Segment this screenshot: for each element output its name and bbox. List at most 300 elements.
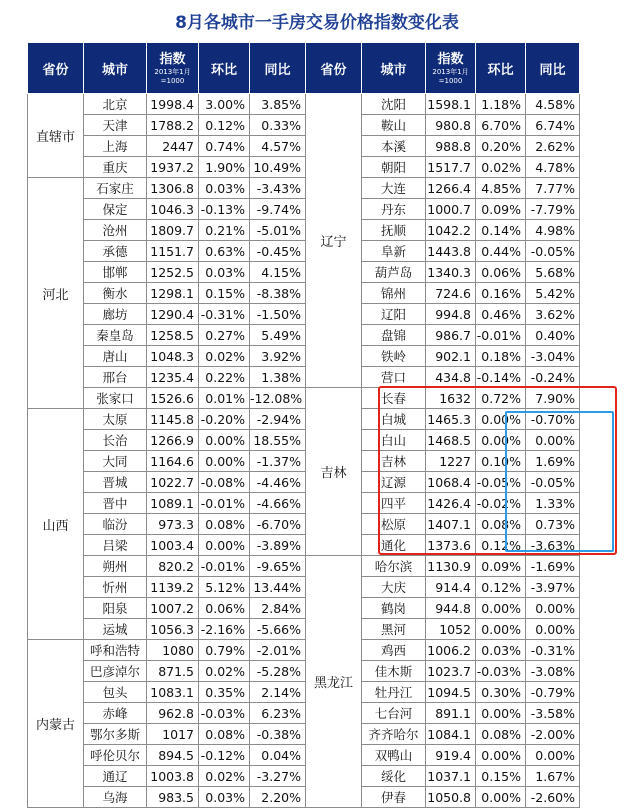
mom-cell-left: -2.16% <box>199 619 250 640</box>
index-cell-right: 988.8 <box>426 136 476 157</box>
city-cell-left: 石家庄 <box>84 178 147 199</box>
city-cell-left: 廊坊 <box>84 304 147 325</box>
city-cell-right: 营口 <box>362 367 426 388</box>
index-cell-left: 1164.6 <box>147 451 199 472</box>
yoy-cell-left: 18.55% <box>250 430 306 451</box>
yoy-cell-right: 1.33% <box>526 493 580 514</box>
yoy-cell-right: 1.69% <box>526 451 580 472</box>
yoy-cell-right: 4.78% <box>526 157 580 178</box>
index-cell-right: 919.4 <box>426 745 476 766</box>
city-cell-right: 黑河 <box>362 619 426 640</box>
index-cell-left: 1048.3 <box>147 346 199 367</box>
mom-cell-right: 0.03% <box>476 640 526 661</box>
mom-cell-left: 0.35% <box>199 682 250 703</box>
index-cell-left: 1937.2 <box>147 157 199 178</box>
yoy-cell-left: -5.01% <box>250 220 306 241</box>
index-cell-right: 1340.3 <box>426 262 476 283</box>
mom-cell-right: 0.46% <box>476 304 526 325</box>
header-row <box>28 43 634 94</box>
index-cell-right: 1465.3 <box>426 409 476 430</box>
mom-cell-left: 0.02% <box>199 661 250 682</box>
index-cell-right: 1094.5 <box>426 682 476 703</box>
index-cell-left: 1022.7 <box>147 472 199 493</box>
index-cell-left: 973.3 <box>147 514 199 535</box>
index-cell-left: 1252.5 <box>147 262 199 283</box>
mom-cell-left: 1.90% <box>199 157 250 178</box>
mom-cell-left: 0.21% <box>199 220 250 241</box>
city-cell-right: 四平 <box>362 493 426 514</box>
mom-cell-left: 0.03% <box>199 262 250 283</box>
mom-cell-left: 0.00% <box>199 535 250 556</box>
city-cell-left: 晋城 <box>84 472 147 493</box>
city-cell-left: 运城 <box>84 619 147 640</box>
city-cell-right: 阜新 <box>362 241 426 262</box>
table-row <box>28 94 634 115</box>
index-cell-right: 1006.2 <box>426 640 476 661</box>
index-cell-left: 871.5 <box>147 661 199 682</box>
city-cell-left: 张家口 <box>84 388 147 409</box>
header-index-left <box>147 43 199 94</box>
mom-cell-left: 0.12% <box>199 115 250 136</box>
mom-cell-right: 0.16% <box>476 283 526 304</box>
city-cell-right: 本溪 <box>362 136 426 157</box>
mom-cell-right: 0.09% <box>476 556 526 577</box>
index-cell-left: 1089.1 <box>147 493 199 514</box>
city-cell-left: 太原 <box>84 409 147 430</box>
mom-cell-left: 0.03% <box>199 178 250 199</box>
mom-cell-right: 0.06% <box>476 262 526 283</box>
yoy-cell-right: -0.05% <box>526 241 580 262</box>
yoy-cell-left: -3.89% <box>250 535 306 556</box>
yoy-cell-right: 6.74% <box>526 115 580 136</box>
index-cell-left: 1290.4 <box>147 304 199 325</box>
yoy-cell-left: -1.50% <box>250 304 306 325</box>
yoy-cell-right: -0.05% <box>526 472 580 493</box>
index-cell-right: 724.6 <box>426 283 476 304</box>
mom-cell-left: -0.03% <box>199 703 250 724</box>
yoy-cell-left: -2.01% <box>250 640 306 661</box>
yoy-cell-left: 0.04% <box>250 745 306 766</box>
mom-cell-right: 0.00% <box>476 409 526 430</box>
city-cell-right: 朝阳 <box>362 157 426 178</box>
yoy-cell-right: -3.04% <box>526 346 580 367</box>
mom-cell-right: 0.30% <box>476 682 526 703</box>
header-mom-left: 环比 <box>199 43 250 94</box>
index-cell-right: 902.1 <box>426 346 476 367</box>
index-cell-left: 962.8 <box>147 703 199 724</box>
index-cell-left: 1007.2 <box>147 598 199 619</box>
mom-cell-right: 6.70% <box>476 115 526 136</box>
yoy-cell-left: -3.43% <box>250 178 306 199</box>
yoy-cell-left: -0.38% <box>250 724 306 745</box>
index-cell-right: 1443.8 <box>426 241 476 262</box>
mom-cell-left: 0.00% <box>199 451 250 472</box>
yoy-cell-right: -3.08% <box>526 661 580 682</box>
city-cell-right: 牡丹江 <box>362 682 426 703</box>
index-cell-left: 1151.7 <box>147 241 199 262</box>
mom-cell-left: -0.20% <box>199 409 250 430</box>
yoy-cell-right: 3.62% <box>526 304 580 325</box>
mom-cell-right: 0.09% <box>476 199 526 220</box>
yoy-cell-left: -3.27% <box>250 766 306 787</box>
city-cell-right: 鞍山 <box>362 115 426 136</box>
yoy-cell-right: -3.97% <box>526 577 580 598</box>
city-cell-left: 邢台 <box>84 367 147 388</box>
yoy-cell-right: -0.31% <box>526 640 580 661</box>
index-cell-right: 1068.4 <box>426 472 476 493</box>
city-cell-right: 白山 <box>362 430 426 451</box>
city-cell-right: 鹤岗 <box>362 598 426 619</box>
yoy-cell-left: 3.92% <box>250 346 306 367</box>
yoy-cell-left: 6.23% <box>250 703 306 724</box>
city-cell-right: 盘锦 <box>362 325 426 346</box>
city-cell-left: 衡水 <box>84 283 147 304</box>
index-cell-right: 1084.1 <box>426 724 476 745</box>
mom-cell-left: 0.01% <box>199 388 250 409</box>
province-cell-left: 河北 <box>28 178 84 409</box>
yoy-cell-left: 1.38% <box>250 367 306 388</box>
index-cell-right: 1042.2 <box>426 220 476 241</box>
mom-cell-left: -0.01% <box>199 493 250 514</box>
yoy-cell-right: 5.42% <box>526 283 580 304</box>
mom-cell-left: 0.74% <box>199 136 250 157</box>
city-cell-right: 大连 <box>362 178 426 199</box>
city-cell-right: 葫芦岛 <box>362 262 426 283</box>
city-cell-left: 忻州 <box>84 577 147 598</box>
city-cell-right: 长春 <box>362 388 426 409</box>
index-cell-left: 1056.3 <box>147 619 199 640</box>
province-cell-left: 直辖市 <box>28 94 84 178</box>
index-cell-left: 1139.2 <box>147 577 199 598</box>
mom-cell-right: 0.08% <box>476 724 526 745</box>
price-index-table-wrap <box>27 42 616 808</box>
yoy-cell-right: -0.24% <box>526 367 580 388</box>
mom-cell-right: 0.00% <box>476 703 526 724</box>
yoy-cell-left: 4.57% <box>250 136 306 157</box>
city-cell-left: 巴彦淖尔 <box>84 661 147 682</box>
mom-cell-left: -0.13% <box>199 199 250 220</box>
city-cell-left: 邯郸 <box>84 262 147 283</box>
yoy-cell-left: -12.08% <box>250 388 306 409</box>
mom-cell-right: 0.08% <box>476 514 526 535</box>
yoy-cell-left: 2.20% <box>250 787 306 808</box>
city-cell-right: 哈尔滨 <box>362 556 426 577</box>
mom-cell-right: 0.02% <box>476 157 526 178</box>
yoy-cell-right: 7.90% <box>526 388 580 409</box>
city-cell-right: 丹东 <box>362 199 426 220</box>
mom-cell-left: 0.27% <box>199 325 250 346</box>
index-cell-right: 1037.1 <box>426 766 476 787</box>
mom-cell-left: 5.12% <box>199 577 250 598</box>
city-cell-left: 通辽 <box>84 766 147 787</box>
yoy-cell-right: 0.00% <box>526 745 580 766</box>
header-index-label: 指数 <box>159 51 186 67</box>
index-cell-right: 1050.8 <box>426 787 476 808</box>
header-index-base2: =1000 <box>160 76 185 85</box>
yoy-cell-left: -4.66% <box>250 493 306 514</box>
city-cell-left: 阳泉 <box>84 598 147 619</box>
city-cell-left: 赤峰 <box>84 703 147 724</box>
index-cell-right: 944.8 <box>426 598 476 619</box>
header-yoy-left: 同比 <box>250 43 306 94</box>
yoy-cell-right: -7.79% <box>526 199 580 220</box>
mom-cell-right: 0.00% <box>476 619 526 640</box>
mom-cell-right: -0.03% <box>476 661 526 682</box>
city-cell-left: 唐山 <box>84 346 147 367</box>
city-cell-right: 辽源 <box>362 472 426 493</box>
city-cell-right: 伊春 <box>362 787 426 808</box>
index-cell-left: 1003.4 <box>147 535 199 556</box>
mom-cell-right: -0.01% <box>476 325 526 346</box>
index-cell-right: 1266.4 <box>426 178 476 199</box>
yoy-cell-left: -9.65% <box>250 556 306 577</box>
mom-cell-right: 0.20% <box>476 136 526 157</box>
index-cell-right: 1468.5 <box>426 430 476 451</box>
index-cell-right: 1023.7 <box>426 661 476 682</box>
index-cell-right: 1052 <box>426 619 476 640</box>
mom-cell-left: 0.06% <box>199 598 250 619</box>
city-cell-left: 吕梁 <box>84 535 147 556</box>
yoy-cell-left: 2.84% <box>250 598 306 619</box>
mom-cell-left: 0.03% <box>199 787 250 808</box>
city-cell-left: 长治 <box>84 430 147 451</box>
mom-cell-right: 0.14% <box>476 220 526 241</box>
yoy-cell-left: -5.28% <box>250 661 306 682</box>
index-cell-left: 894.5 <box>147 745 199 766</box>
city-cell-left: 晋中 <box>84 493 147 514</box>
yoy-cell-right: 0.40% <box>526 325 580 346</box>
yoy-cell-right: 5.68% <box>526 262 580 283</box>
city-cell-left: 临汾 <box>84 514 147 535</box>
header-index-base: 2013年1月 <box>154 67 191 76</box>
index-cell-left: 1809.7 <box>147 220 199 241</box>
mom-cell-left: -0.12% <box>199 745 250 766</box>
yoy-cell-left: -5.66% <box>250 619 306 640</box>
header-mom-right: 环比 <box>476 43 526 94</box>
city-cell-right: 齐齐哈尔 <box>362 724 426 745</box>
mom-cell-right: 0.12% <box>476 535 526 556</box>
index-cell-left: 983.5 <box>147 787 199 808</box>
index-cell-right: 980.8 <box>426 115 476 136</box>
city-cell-left: 包头 <box>84 682 147 703</box>
index-cell-left: 1266.9 <box>147 430 199 451</box>
header-index-right <box>426 43 476 94</box>
city-cell-right: 松原 <box>362 514 426 535</box>
province-cell-left: 山西 <box>28 409 84 640</box>
index-cell-right: 1517.7 <box>426 157 476 178</box>
header-index-base: 2013年1月 <box>432 67 469 76</box>
yoy-cell-left: 3.85% <box>250 94 306 115</box>
index-cell-left: 1145.8 <box>147 409 199 430</box>
mom-cell-right: -0.05% <box>476 472 526 493</box>
index-cell-left: 1083.1 <box>147 682 199 703</box>
yoy-cell-left: 13.44% <box>250 577 306 598</box>
yoy-cell-right: 1.67% <box>526 766 580 787</box>
city-cell-right: 鸡西 <box>362 640 426 661</box>
index-cell-left: 820.2 <box>147 556 199 577</box>
header-yoy-right: 同比 <box>526 43 580 94</box>
mom-cell-left: 0.22% <box>199 367 250 388</box>
index-cell-right: 914.4 <box>426 577 476 598</box>
index-cell-left: 1258.5 <box>147 325 199 346</box>
yoy-cell-right: 7.77% <box>526 178 580 199</box>
yoy-cell-left: 10.49% <box>250 157 306 178</box>
mom-cell-right: 0.12% <box>476 577 526 598</box>
city-cell-right: 吉林 <box>362 451 426 472</box>
yoy-cell-right: -2.60% <box>526 787 580 808</box>
yoy-cell-left: -0.45% <box>250 241 306 262</box>
header-city-right: 城市 <box>362 43 426 94</box>
mom-cell-left: 0.15% <box>199 283 250 304</box>
city-cell-right: 双鸭山 <box>362 745 426 766</box>
mom-cell-left: -0.01% <box>199 556 250 577</box>
city-cell-right: 铁岭 <box>362 346 426 367</box>
province-cell-left: 内蒙古 <box>28 640 84 808</box>
city-cell-left: 沧州 <box>84 220 147 241</box>
mom-cell-right: -0.02% <box>476 493 526 514</box>
mom-cell-right: 1.18% <box>476 94 526 115</box>
yoy-cell-right: -0.70% <box>526 409 580 430</box>
yoy-cell-right: 4.98% <box>526 220 580 241</box>
index-cell-right: 434.8 <box>426 367 476 388</box>
yoy-cell-left: -2.94% <box>250 409 306 430</box>
yoy-cell-left: -8.38% <box>250 283 306 304</box>
mom-cell-left: -0.08% <box>199 472 250 493</box>
yoy-cell-left: -4.46% <box>250 472 306 493</box>
city-cell-right: 抚顺 <box>362 220 426 241</box>
yoy-cell-right: 0.00% <box>526 619 580 640</box>
page-title: 8月各城市一手房交易价格指数变化表 <box>175 13 459 33</box>
index-cell-right: 1632 <box>426 388 476 409</box>
yoy-cell-left: -6.70% <box>250 514 306 535</box>
city-cell-right: 沈阳 <box>362 94 426 115</box>
mom-cell-left: 0.00% <box>199 430 250 451</box>
city-cell-left: 鄂尔多斯 <box>84 724 147 745</box>
city-cell-left: 大同 <box>84 451 147 472</box>
header-province-left: 省份 <box>28 43 84 94</box>
yoy-cell-right: 0.00% <box>526 430 580 451</box>
index-cell-left: 1003.8 <box>147 766 199 787</box>
index-cell-left: 1080 <box>147 640 199 661</box>
city-cell-left: 重庆 <box>84 157 147 178</box>
mom-cell-right: 0.18% <box>476 346 526 367</box>
mom-cell-right: 0.10% <box>476 451 526 472</box>
city-cell-left: 呼伦贝尔 <box>84 745 147 766</box>
city-cell-right: 白城 <box>362 409 426 430</box>
index-cell-right: 1426.4 <box>426 493 476 514</box>
header-index-base2: =1000 <box>438 76 463 85</box>
mom-cell-left: 0.02% <box>199 766 250 787</box>
city-cell-right: 大庆 <box>362 577 426 598</box>
index-cell-left: 1235.4 <box>147 367 199 388</box>
mom-cell-right: 0.15% <box>476 766 526 787</box>
mom-cell-right: 0.00% <box>476 787 526 808</box>
yoy-cell-right: 4.58% <box>526 94 580 115</box>
index-cell-right: 1407.1 <box>426 514 476 535</box>
city-cell-left: 保定 <box>84 199 147 220</box>
province-cell-right: 辽宁 <box>306 94 362 388</box>
city-cell-left: 北京 <box>84 94 147 115</box>
city-cell-left: 乌海 <box>84 787 147 808</box>
yoy-cell-right: 2.62% <box>526 136 580 157</box>
city-cell-left: 天津 <box>84 115 147 136</box>
highlight-jilin-inner <box>505 411 614 552</box>
city-cell-left: 上海 <box>84 136 147 157</box>
city-cell-right: 绥化 <box>362 766 426 787</box>
yoy-cell-right: 0.73% <box>526 514 580 535</box>
mom-cell-right: 0.44% <box>476 241 526 262</box>
mom-cell-right: 4.85% <box>476 178 526 199</box>
mom-cell-right: -0.14% <box>476 367 526 388</box>
index-cell-left: 2447 <box>147 136 199 157</box>
yoy-cell-right: -3.58% <box>526 703 580 724</box>
index-cell-right: 1598.1 <box>426 94 476 115</box>
index-cell-right: 1130.9 <box>426 556 476 577</box>
table-row <box>28 556 634 577</box>
mom-cell-left: 0.63% <box>199 241 250 262</box>
index-cell-right: 891.1 <box>426 703 476 724</box>
mom-cell-left: 0.08% <box>199 724 250 745</box>
header-province-right: 省份 <box>306 43 362 94</box>
index-cell-right: 1373.6 <box>426 535 476 556</box>
city-cell-left: 朔州 <box>84 556 147 577</box>
mom-cell-right: 0.00% <box>476 598 526 619</box>
yoy-cell-right: -0.79% <box>526 682 580 703</box>
city-cell-left: 承德 <box>84 241 147 262</box>
index-cell-left: 1306.8 <box>147 178 199 199</box>
mom-cell-left: 3.00% <box>199 94 250 115</box>
city-cell-right: 锦州 <box>362 283 426 304</box>
header-index-label: 指数 <box>437 51 464 67</box>
mom-cell-right: 0.00% <box>476 745 526 766</box>
city-cell-right: 佳木斯 <box>362 661 426 682</box>
index-cell-left: 1526.6 <box>147 388 199 409</box>
mom-cell-left: 0.79% <box>199 640 250 661</box>
index-cell-right: 1000.7 <box>426 199 476 220</box>
yoy-cell-left: 4.15% <box>250 262 306 283</box>
index-cell-left: 1046.3 <box>147 199 199 220</box>
yoy-cell-right: -3.63% <box>526 535 580 556</box>
index-cell-right: 1227 <box>426 451 476 472</box>
yoy-cell-left: -1.37% <box>250 451 306 472</box>
yoy-cell-left: -9.74% <box>250 199 306 220</box>
province-cell-right: 黑龙江 <box>306 556 362 808</box>
index-cell-left: 1788.2 <box>147 115 199 136</box>
city-cell-right: 辽阳 <box>362 304 426 325</box>
index-cell-right: 994.8 <box>426 304 476 325</box>
city-cell-left: 呼和浩特 <box>84 640 147 661</box>
mom-cell-left: -0.31% <box>199 304 250 325</box>
index-cell-left: 1298.1 <box>147 283 199 304</box>
city-cell-left: 秦皇岛 <box>84 325 147 346</box>
yoy-cell-left: 0.33% <box>250 115 306 136</box>
mom-cell-right: 0.72% <box>476 388 526 409</box>
yoy-cell-right: 0.00% <box>526 598 580 619</box>
yoy-cell-right: -2.00% <box>526 724 580 745</box>
header-city-left: 城市 <box>84 43 147 94</box>
index-cell-left: 1998.4 <box>147 94 199 115</box>
mom-cell-right: 0.00% <box>476 430 526 451</box>
index-cell-right: 986.7 <box>426 325 476 346</box>
yoy-cell-left: 5.49% <box>250 325 306 346</box>
yoy-cell-right: -1.69% <box>526 556 580 577</box>
city-cell-right: 通化 <box>362 535 426 556</box>
city-cell-right: 七台河 <box>362 703 426 724</box>
mom-cell-left: 0.08% <box>199 514 250 535</box>
yoy-cell-left: 2.14% <box>250 682 306 703</box>
mom-cell-left: 0.02% <box>199 346 250 367</box>
index-cell-left: 1017 <box>147 724 199 745</box>
